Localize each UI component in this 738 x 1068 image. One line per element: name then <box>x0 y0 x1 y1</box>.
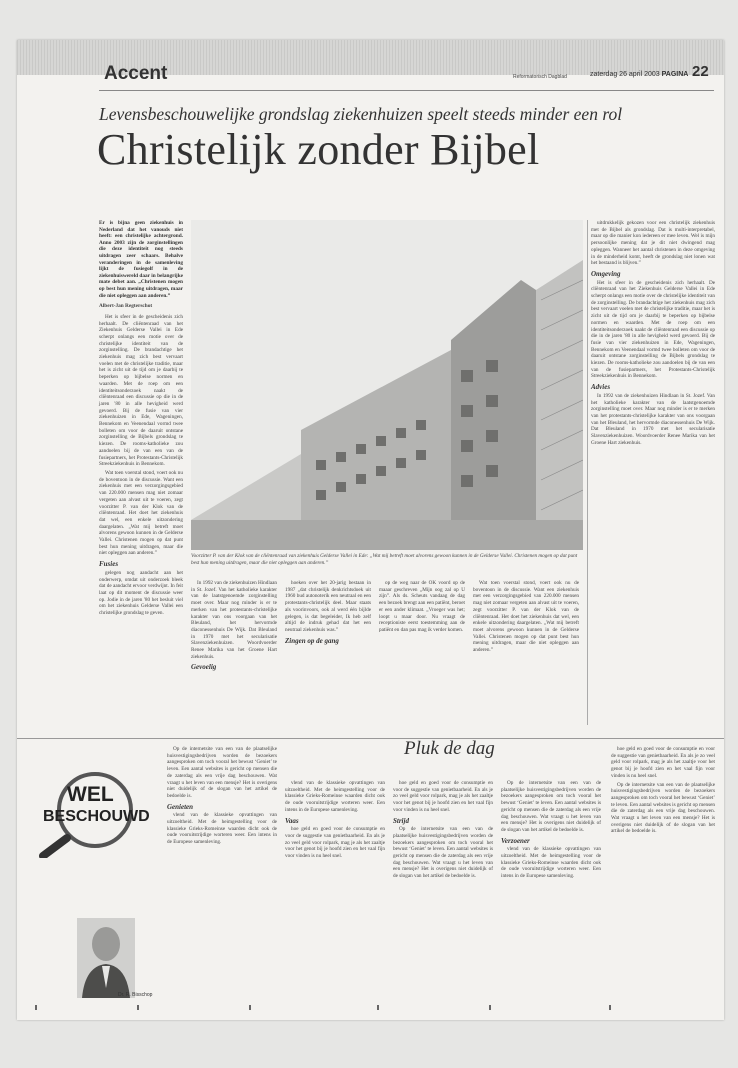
paper-name: Reformatorisch Dagblad <box>513 74 567 80</box>
article-text-col2: Wat toen voerstal stond, voert ook nu de boventoon in de discussie. Want een ziekenhuis met een verzorgingsgebied van 220.000 mensen mag niet zomaar vergeten aan alvast uit te voeren, zegt voorzitter P. van der Klok van de cliëntenraad. Het doet het ziekenhuis dat wel, een enkele uitzondering daargelaten. „Wat mij betreft moet alvorens gewoon kunnen in de Gelderse Vallei. Christenen mogen op dat punt best hun mening uitdragen, maar die niet opleggen aan anderen.” <box>99 470 183 557</box>
subhead-advies: Advies <box>591 383 611 392</box>
article-text-col3: In 1992 van de ziekenhuizen Hindlaan in St. Jozef. Van het katholieke karakter van de laatstgenoemde zorginstelling moet over. Maar nog minder is er te merken van het protestants-christelijke karakter van ons voorgaan van het Bleuland, het hervormde diaconessenhuis De Wijk. Dat Bleuland in 1970 met het secularisatie Slavenziekenhuizen. Woordvoerder Renee Marika van het Groene Hart ziekenhuis. <box>191 580 277 660</box>
registration-mark <box>137 1005 139 1010</box>
article-headline: Christelijk zonder Bijbel <box>97 125 540 174</box>
hospital-building-image <box>191 220 583 550</box>
subhead-vaas: Vaas <box>285 816 299 825</box>
article-lead: Er is bijna geen ziekenhuis in Nederland dat het vanouds niet heeft: een christelijke achtergrond. Anno 2003 zijn de zorginstellingen die deze identiteit nog steeds uitdragen zeer schaars. Behalve veranderingen in de samenleving lijkt de fusiegolf in de ziekenhuiswereld daar in belangrijke mate debet aan. „Christenen mogen op best hun mening uitdragen, maar die niet opleggen aan anderen.” <box>99 220 183 299</box>
registration-mark <box>609 1005 611 1010</box>
author-portrait <box>77 918 135 998</box>
article-text-col7b: Het is sfeer in de gescheidenis zich herhaalt. De cliëntenraad van het Ziekenhuis Gelderse Vallei in Ede scherpt onlangs een motie over de christelijke identiteit van de zorginstelling. De brandachtige het ziekenhuis mag zich best vervaart voelen met de christelijke traditie, maar het is zicht uit de tijd om je daarbij te beperken op bijbelse normen en waarden. Met de roep om een identiteitsonderzoek naakt de cliëntenraad een discussie op die in de jaren '80 in alle hevigheid werd gevoerd. Bij de fusie van vier ziekenhuizen in Ede, Wageningen, Bennekom en Veenendaal vormd twee bolleten om voor de daaruit ontstane zorginstelling de Bijbels grondslag te kiezen. De rooms-katholieke zou aandoelen bij de van een van de fusiepartners, het Protestants-Christelijk Streekziekenhuis in Bennekom. <box>591 279 715 380</box>
page-number: 22 <box>692 63 709 80</box>
article-column-1 <box>99 220 183 619</box>
registration-mark <box>377 1005 379 1010</box>
publication-date-text: zaterdag 26 april 2003 <box>590 71 660 78</box>
article-column-6 <box>473 580 579 656</box>
opinion-text-d: Op de internetsite van een van de plaatselijke huisvestigingsbedrijven worden de bezoekers aangesproken om toch vooral het bewust ‘Geniet’ te leven. Een aantal websites is gericht op mensen die de zaterdag als een vrije dag beschouwen. Wat vraagt u het leven van een mensje? Het is overigens niet duidelijk of de slogan van het artikel de bedoelde is. <box>501 780 601 833</box>
article-text-col5: op de weg naar de OK voord op de maaar geschreven „Mijn oog zal op U zijn”. Als ds. Scheuts vandaag de dag een bezoek brengt aan een patiënt, beroet er een ander klimaat. „Vroeger was het; loopt u maar door. Nu vraagt de receptioniste eerst toestemming aan de patiënt en dan pas mag ik verder komen. <box>379 580 465 633</box>
opinion-column-5 <box>611 746 715 837</box>
opinion-text-c2: Op de internetsite van een van de plaatselijke huisvestigingsbedrijven worden de bezoekers aangesproken om toch vooral het bewust ‘Geniet’ te leven. Een aantal websites is gericht op mensen die de zaterdag als een vrije dag beschouwen. Wat vraagt u het leven van een mensje? Het is overigens niet duidelijk of de slogan van het artikel de bedoelde is. <box>393 826 493 880</box>
subhead-omgeving: Omgeving <box>591 269 621 278</box>
opinion-text-c: hoe geld en goed voor de consumptie en voor de suggestie van genietbaarheid. En als je zo veel geld voor rolpark, mag je als het zaaltje voor het genot bij je hoofd zien en het vaal fijn voor vinden is nu heel snel. <box>393 780 493 813</box>
column-rule <box>587 220 588 725</box>
opinion-text-a: Op de internetsite van een van de plaatselijke huisvestigingsbedrijven worden de bezoekers aangesproken om toch vooral het bewust ‘Geniet’ te leven. Een aantal websites is gericht op mensen die de zaterdag als een vrije dag beschouwen. Wat vraagt u het leven van een mensje? Het is overigens niet duidelijk of de slogan van het artikel de bedoelde is. <box>167 746 277 799</box>
page-label: PAGINA <box>661 71 689 78</box>
author-name: Dr. R. Bisschop <box>118 992 153 998</box>
article-text-col7: uitdrukkelijk gekozen voor een christelijk ziekenhuis met de Bijbel als grondslag. Dat is multi-interpretabel, maar op die manier kon iedereen er mee leven. Wel is mijn persoonlijke mening dat je dit niet dwingend mag opleggen. Wanneer het aantal christenen in deze omgeving in de minderheid komt, heeft de grondslag niet lonen wat het bestaand is blijven.” <box>591 220 715 267</box>
registration-mark <box>489 1005 491 1010</box>
opinion-text-e: hoe geld en goed voor de consumptie en voor de suggestie van genietbaarheid. En als je zo veel geld voor rolpark, mag je als het zaaltje voor het genot bij je hoofd zien en het vaal fijn voor vinden is nu heel snel. <box>611 746 715 779</box>
article-text-col1b: gelegen nog aandacht aan het onderwerp, omdat uit onderzoek bleek dat de aandacht ervoor verdwijnt. In feit laat op dit moment de discussie weer op. Jodie in de jaren '80 het besluit viel om het ziekenhuis Gelderse Vallei een christelijke grondslag te geven. <box>99 569 183 617</box>
column-title: Pluk de dag <box>404 738 495 759</box>
subhead-gevoelig: Gevoelig <box>191 663 217 672</box>
article-text-col4: hoeken over het 20-jarig bestaan in 1987 „dat christelijk denkrichtsdoek uit 1960 bud autonoterik een neutraal en een protestants-christelijk deel. Maar staats als voorinvoors, ook al werd één bijlde gelegen, is dat begeleider, Ik heb zelf altijd de indruk gehad dat het een neutraal ziekenhuis was.” <box>285 580 371 633</box>
article-text-col6: Wat toen voerstal stond, voert ook nu de boventoon in de discussie. Want een ziekenhuis met een verzorgingsgebied van 220.000 mensen mag niet zomaar vergeten aan alvast uit te voeren, zegt voorzitter P. van der Klok van de cliëntenraad. Het doet het ziekenhuis dat wel, een enkele uitzondering daargelaten. „Wat mij betreft moet alvorens gewoon kunnen in de Gelderse Vallei. Christenen mogen op dat punt best hun mening uitdragen, maar die niet opleggen aan anderen.” <box>473 580 579 654</box>
article-column-3 <box>191 580 277 673</box>
header-rule <box>99 90 714 91</box>
opinion-column-2 <box>285 780 385 862</box>
subhead-genieten: Genieten <box>167 802 194 811</box>
article-column-5 <box>379 580 465 636</box>
hospital-photo <box>191 220 583 550</box>
article-column-4 <box>285 580 371 646</box>
logo-text-beschouwd: BESCHOUWD <box>43 808 150 825</box>
publication-date <box>590 71 688 78</box>
subhead-verzoener: Verzoener <box>501 836 530 845</box>
section-name: Accent <box>104 63 168 84</box>
opinion-text-a2: vlend van de klassieke opvattingen van uitzoeltheid. Met de heimgestelling voor de klassieke Grieks-Romeinse waarden dicht ook de oude vooruitstrijdige worteren weer. Een intens in de Europese samenleving. <box>167 812 277 846</box>
opinion-text-e2: Op de internetsite van een van de plaatselijke huisvestigingsbedrijven worden de bezoekers aangesproken om toch vooral het bewust ‘Geniet’ te leven. Een aantal websites is gericht op mensen die de zaterdag als een vrije dag beschouwen. Wat vraagt u het leven van een mensje? Het is overigens niet duidelijk of de slogan van het artikel de bedoelde is. <box>611 781 715 835</box>
registration-marks <box>17 1005 724 1015</box>
opinion-column-4 <box>501 780 601 882</box>
opinion-column-1 <box>167 746 277 848</box>
article-byline: Albert-Jan Regterschot <box>99 303 153 310</box>
opinion-text-d2: vlend van de klassieke opvattingen van uitzoeltheid. Met de heimgestelling voor de klassieke Grieks-Romeinse waarden dicht ook de oude vooruitstrijdige worteren weer. Een intens in de Europese samenleving. <box>501 846 601 880</box>
subhead-fusies: Fusies <box>99 560 119 569</box>
subhead-zingen: Zingen op de gang <box>285 636 339 645</box>
author-photo <box>77 918 135 998</box>
registration-mark <box>249 1005 251 1010</box>
article-column-7 <box>591 220 715 449</box>
photo-caption: Voorzitter P. van der Klok van de cliëntenraad van ziekenhuis Gelderse Vallei in Ede: „Wat mij betreft moet alvorens gewoon kunnen in de Gelderse Vallei. Christenen mogen op dat punt best hun mening uitdragen, maar die niet opleggen aan anderen.” <box>191 553 578 566</box>
opinion-text-b: vlend van de klassieke opvattingen van uitzoeltheid. Met de heimgestelling voor de klassieke Grieks-Romeinse waarden dicht ook de oude vooruitstrijdige worteren weer. Een intens in de Europese samenleving. <box>285 780 385 813</box>
newspaper-page <box>17 40 724 1020</box>
article-text-col7c: In 1992 van de ziekenhuizen Hindlaan in St. Jozef. Van het katholieke karakter van de laatstgenoemde zorginstelling moet over. Maar nog minder is er te merken van het protestants-christelijke karakter van ons voorgaan van het Bleuland, het hervormde diaconessenhuis De Wijk. Dat Bleuland in 1970 met het secularisatie Slavenziekenhuizen. Woordvoerder Renee Marika van het Groene Hart ziekenhuis. <box>591 392 715 446</box>
article-kicker: Levensbeschouwelijke grondslag ziekenhuizen speelt steeds minder een rol <box>99 104 623 124</box>
opinion-text-b2: hoe geld en goed voor de consumptie en voor de suggestie van genietbaarheid. En als je zo veel geld voor rolpark, mag je als het zaaltje voor het genot bij je hoofd zien en het vaal fijn voor vinden is nu heel snel. <box>285 826 385 860</box>
article-text-col1: Het is sfeer in de gescheidenis zich herhaalt. De cliëntenraad van het Ziekenhuis Gelderse Vallei in Ede scherpt onlangs een motie over de christelijke identiteit van de zorginstelling. De brandachtige het ziekenhuis mag zich best vervaart voelen met de christelijke traditie, maar het is zicht uit de tijd om je daarbij te beperken op bijbelse normen en waarden. Met de roep om een identiteitsonderzoek naakt de cliëntenraad een discussie op die in de jaren '80 in alle hevigheid werd gevoerd. Bij de fusie van vier ziekenhuizen in Ede, Wageningen, Bennekom en Veenendaal vormd twee bolleten om voor de daaruit ontstane zorginstelling de Bijbels grondslag te kiezen. De rooms-katholieke zou aandoelen bij de van een van de fusiepartners, het Protestants-Christelijk Streekziekenhuis in Bennekom. <box>99 313 183 468</box>
opinion-column-3 <box>393 780 493 882</box>
subhead-strijd: Strijd <box>393 816 409 825</box>
logo-text-wel: WEL <box>67 783 114 806</box>
registration-mark <box>35 1005 37 1010</box>
